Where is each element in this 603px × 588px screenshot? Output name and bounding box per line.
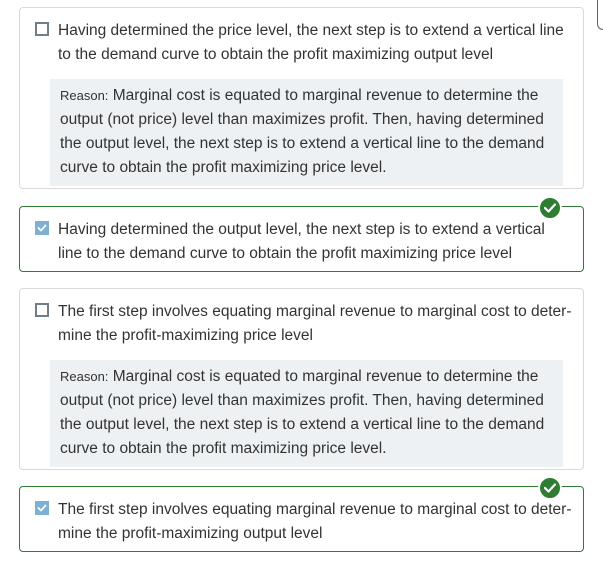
reason-label: Reason: bbox=[60, 88, 109, 103]
answer-option-row[interactable] bbox=[20, 207, 583, 266]
answer-option-text: The first step involves equating marginal revenue to marginal cost to deter-mine the profit-maximizing output level bbox=[58, 501, 572, 542]
answer-option-row[interactable] bbox=[20, 8, 583, 67]
panel-edge bbox=[597, 0, 603, 30]
answer-option-text: Having determined the output level, the next step is to extend a vertical line to the demand curve to obtain the profit maximizing price level bbox=[58, 221, 545, 262]
answer-option-1[interactable] bbox=[19, 7, 584, 189]
answer-option-text: Having determined the price level, the next step is to extend a vertical line to the demand curve to obtain the profit maximizing output level bbox=[58, 22, 564, 63]
answer-option-3[interactable] bbox=[19, 288, 584, 470]
checkbox-unchecked[interactable] bbox=[35, 22, 49, 36]
checkmark-icon bbox=[37, 223, 47, 233]
reason-box bbox=[50, 79, 563, 186]
answer-option-text: The first step involves equating marginal revenue to marginal cost to deter-mine the profit-maximizing price level bbox=[58, 303, 572, 344]
reason-text: Marginal cost is equated to marginal revenue to determine the output (not price) level than maximizes profit. Then, having determined the output level, the next step is to extend a vertical line to the demand curve to obtain the profit maximizing price level. bbox=[60, 87, 545, 176]
answer-option-2[interactable] bbox=[19, 206, 584, 272]
checkbox-checked[interactable] bbox=[35, 501, 49, 515]
reason-box bbox=[50, 360, 563, 467]
reason-label: Reason: bbox=[60, 369, 109, 384]
checkmark-icon bbox=[37, 503, 47, 513]
answer-option-4[interactable] bbox=[19, 486, 584, 552]
answer-option-row[interactable] bbox=[20, 487, 583, 546]
checkbox-unchecked[interactable] bbox=[35, 303, 49, 317]
reason-text: Marginal cost is equated to marginal revenue to determine the output (not price) level than maximizes profit. Then, having determined the output level, the next step is to extend a vertical line to the demand curve to obtain the profit maximizing price level. bbox=[60, 368, 545, 457]
answer-option-row[interactable] bbox=[20, 289, 583, 348]
checkbox-checked[interactable] bbox=[35, 221, 49, 235]
